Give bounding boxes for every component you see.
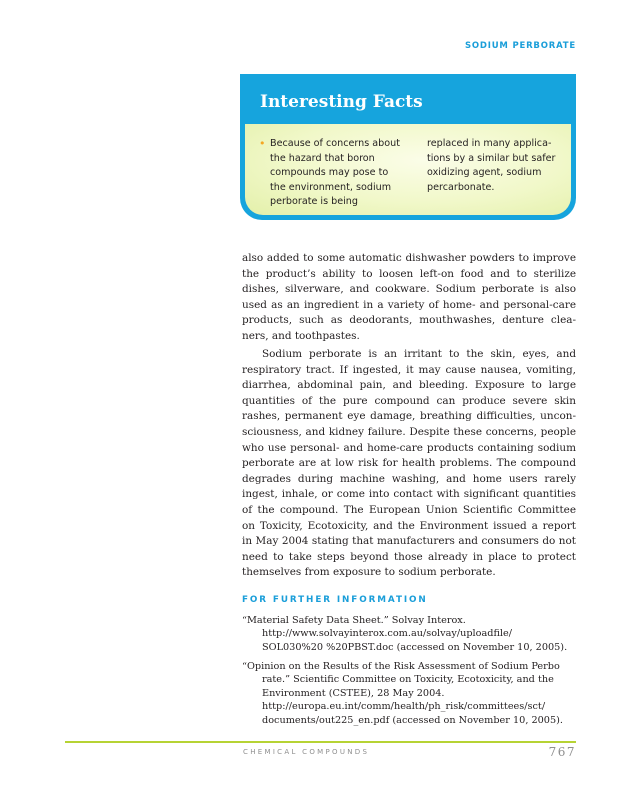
facts-line: tions by a similar but safer bbox=[427, 152, 556, 164]
further-information-heading: FOR FURTHER INFORMATION bbox=[242, 595, 428, 605]
footer-book-title: CHEMICAL COMPOUNDS bbox=[243, 748, 370, 756]
facts-left-column bbox=[259, 137, 415, 210]
body-paragraph-1: also added to some automatic dishwasher powders to improve the product’s ability to loosen left-on food and to sterilize dishes, silverware, and cookware. Sodium perborate is also used as an ingredient in a variety of home- and personal-care products, such as deodorants, mouthwashes, denture clea-ners, and toothpastes. bbox=[242, 252, 576, 342]
facts-line: Because of concerns about bbox=[270, 138, 400, 149]
facts-line: perborate is being bbox=[270, 196, 358, 207]
body-paragraph-2: Sodium perborate is an irritant to the skin, eyes, and respiratory tract. If ingested, it may cause nausea, vomiting, diarrhea, abdominal pain, and bleeding. Exposure to large quantities of the pure compound can produce severe skin rashes, permanent eye damage, breathing difficulties, uncon-sciousness, and kidney failure. Despite these concerns, people who use personal- and home-care products containing sodium perborate are at low risk for health problems. The compound degrades during machine washing, and home users rarely ingest, inhale, or come into contact with significant quantities of the compound. The European Union Scientific Committee on Toxicity, Ecotoxicity, and the Environment issued a report in May 2004 stating that manufacturers and consumers do not need to take steps beyond those already in place to protect themselves from exposure to sodium perborate. bbox=[242, 348, 576, 579]
running-head: SODIUM PERBORATE bbox=[464, 41, 576, 51]
reference-entry bbox=[242, 660, 582, 727]
facts-line: the hazard that boron bbox=[270, 152, 375, 164]
reference-line: documents/out225_en.pdf (accessed on November 10, 2005). bbox=[262, 714, 563, 726]
facts-line: percarbonate. bbox=[427, 181, 495, 193]
facts-line: compounds may pose to bbox=[270, 167, 389, 178]
facts-line: replaced in many applica- bbox=[427, 138, 552, 149]
reference-title: “Material Safety Data Sheet.” Solvay Interox. bbox=[242, 615, 466, 626]
page-number: 767 bbox=[548, 745, 576, 759]
reference-entry bbox=[242, 614, 582, 654]
reference-line: Environment (CSTEE), 28 May 2004. bbox=[262, 687, 445, 699]
facts-line: oxidizing agent, sodium bbox=[427, 167, 542, 178]
reference-title: “Opinion on the Results of the Risk Assessment of Sodium Perbo bbox=[242, 661, 560, 672]
bullet-icon: • bbox=[259, 137, 266, 150]
reference-line: SOL030%20 %20PBST.doc (accessed on November 10, 2005). bbox=[262, 641, 568, 653]
reference-line: rate.” Scientific Committee on Toxicity, Ecotoxicity, and the bbox=[262, 674, 554, 686]
footer-rule bbox=[65, 741, 576, 743]
facts-right-column bbox=[427, 137, 567, 195]
facts-line: the environment, sodium bbox=[270, 181, 392, 193]
facts-title: Interesting Facts bbox=[260, 92, 423, 112]
reference-url: http://europa.eu.int/comm/health/ph_risk/committees/sct/ bbox=[262, 701, 546, 713]
interesting-facts-box bbox=[240, 74, 576, 220]
facts-body bbox=[245, 124, 571, 215]
reference-url: http://www.solvayinterox.com.au/solvay/uploadfile/ bbox=[262, 628, 513, 640]
